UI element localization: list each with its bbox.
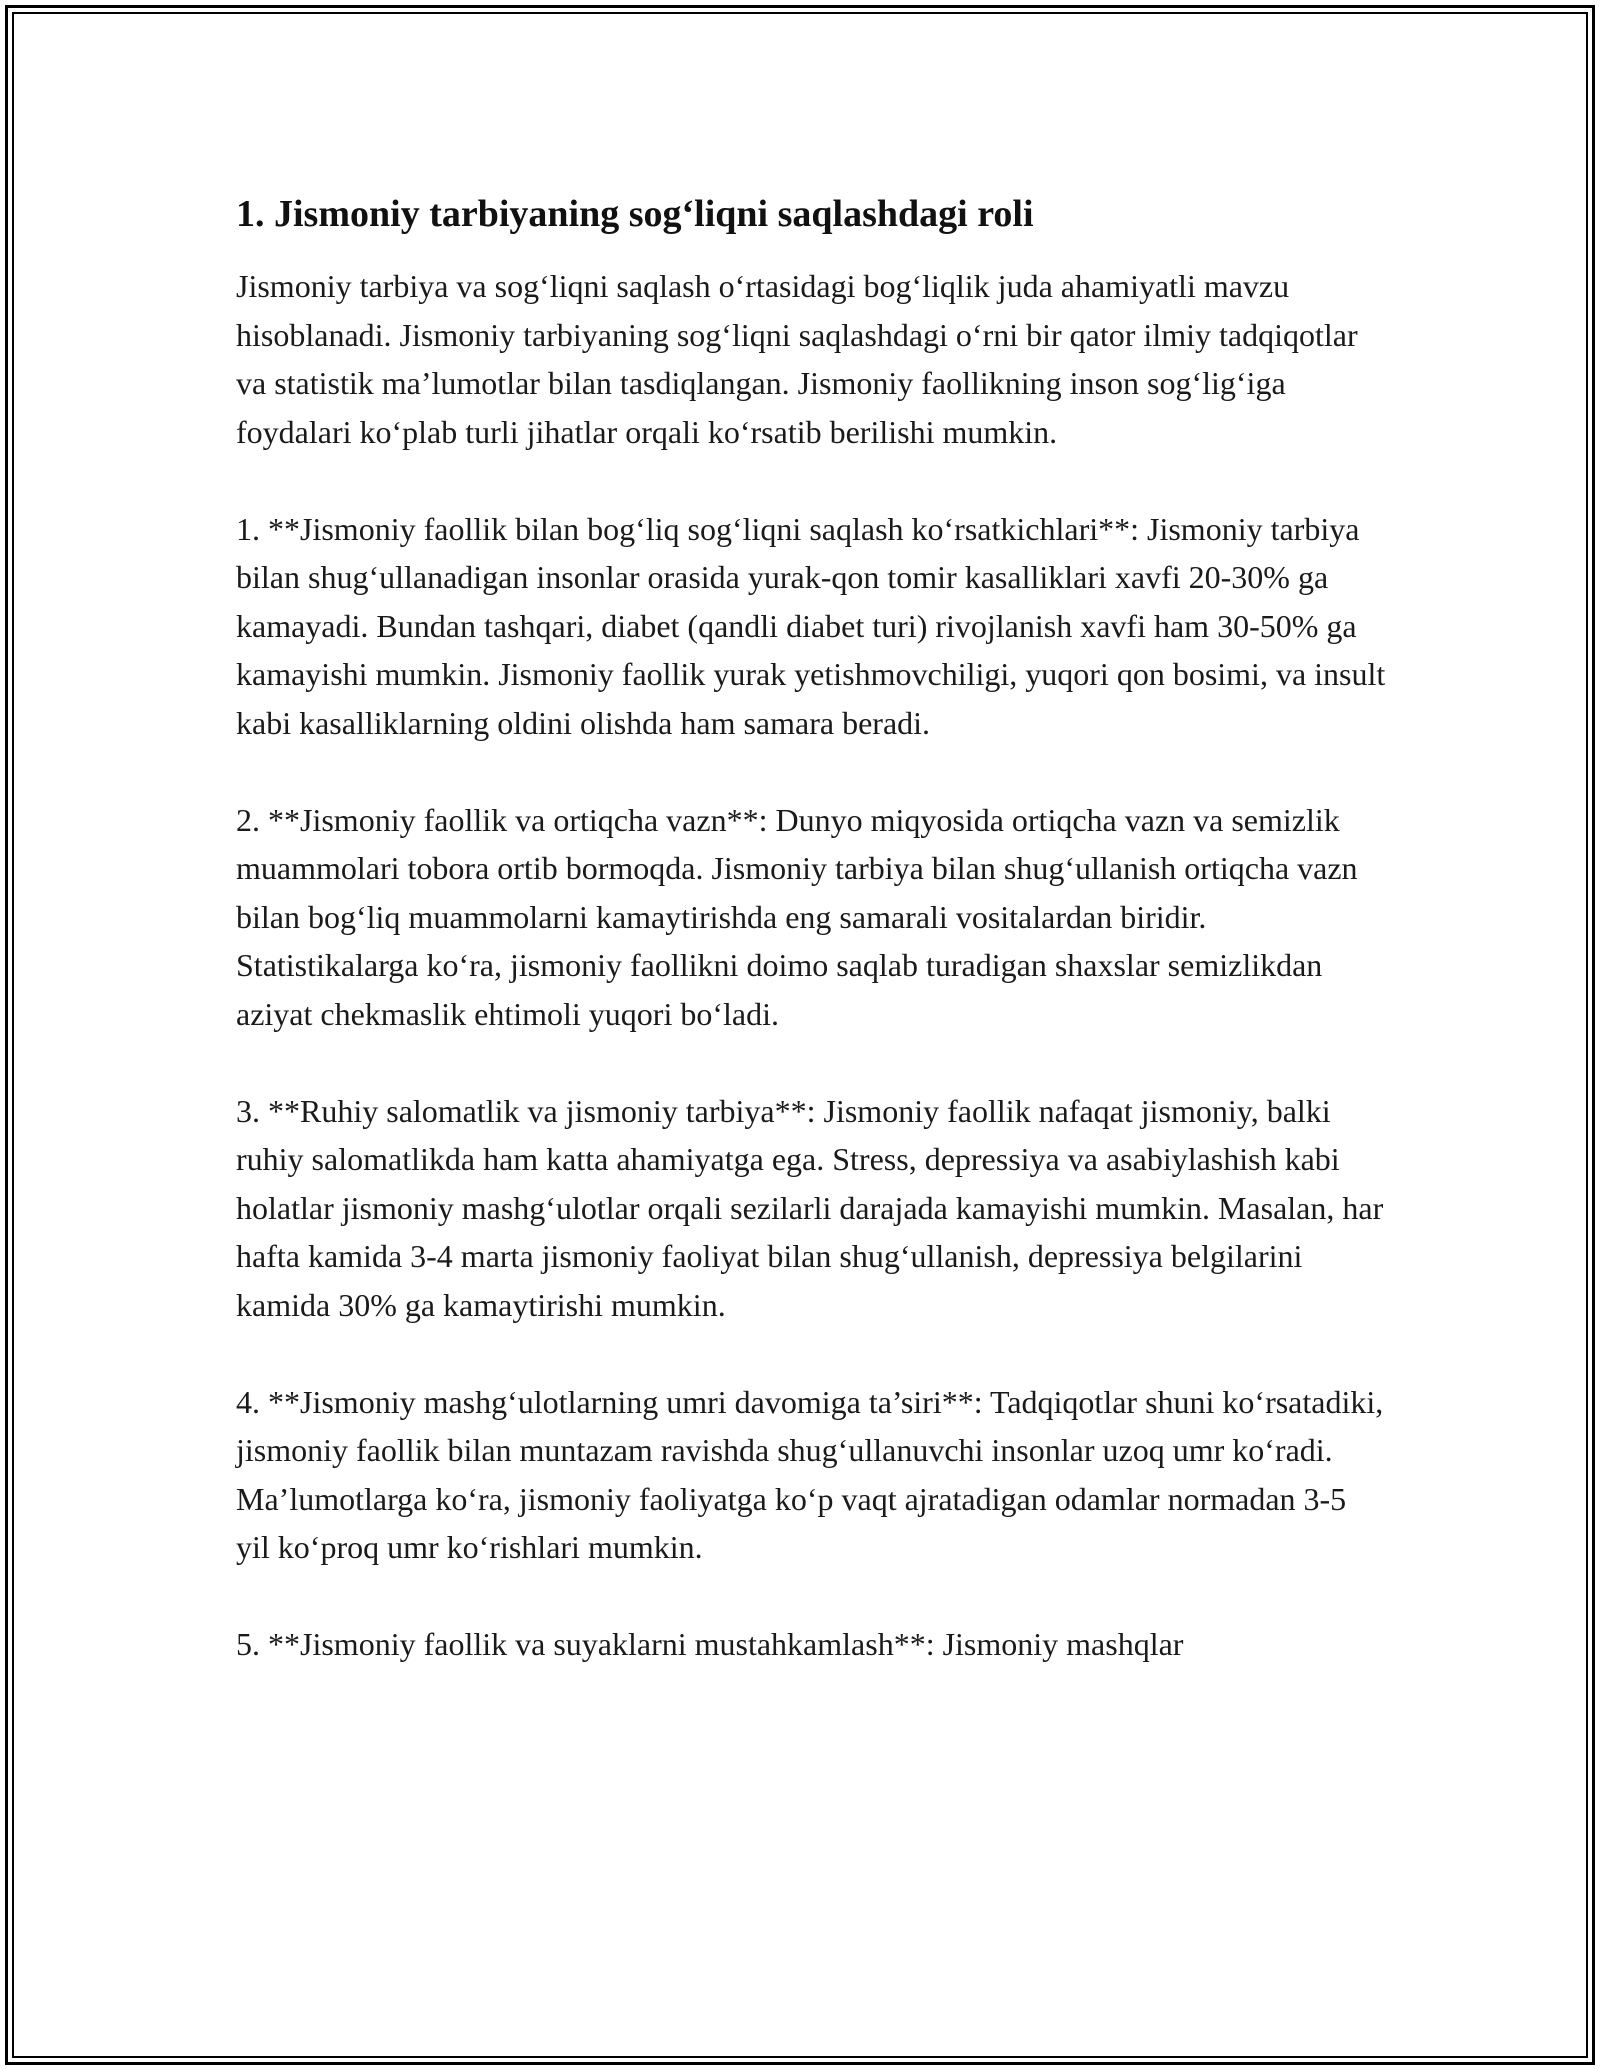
section-title: 1. Jismoniy tarbiyaning sog‘liqni saqlashdagi roli [236, 193, 1034, 235]
paragraph-point-5: 5. **Jismoniy faollik va suyaklarni mustahkamlash**: Jismoniy mashqlar [236, 1626, 1184, 1662]
paragraph-point-4: 4. **Jismoniy mashg‘ulotlarning umri davomiga ta’siri**: Tadqiqotlar shuni ko‘rsatadiki, jismoniy faollik bilan muntazam ravishda shug‘ullanuvchi insonlar uzoq umr ko‘radi. Ma’lumotlarga ko‘ra, jismoniy faoliyatga ko‘p vaqt ajratadigan odamlar normadan 3-5 yil ko‘proq umr ko‘rishlari mumkin. [236, 1383, 1384, 1565]
paragraph-intro: Jismoniy tarbiya va sog‘liqni saqlash o‘rtasidagi bog‘liqlik juda ahamiyatli mavzu hisoblanadi. Jismoniy tarbiyaning sog‘liqni saqlashdagi o‘rni bir qator ilmiy tadqiqotlar va statistik ma’lumotlar bilan tasdiqlangan. Jismoniy faollikning inson sog‘lig‘iga foydalari ko‘plab turli jihatlar orqali ko‘rsatib berilishi mumkin. [236, 268, 1358, 450]
paragraph-point-3: 3. **Ruhiy salomatlik va jismoniy tarbiya**: Jismoniy faollik nafaqat jismoniy, balki ruhiy salomatlikda ham katta ahamiyatga ega. Stress, depressiya va asabiylashish kabi holatlar jismoniy mashg‘ulotlar orqali sezilarli darajada kamayishi mumkin. Masalan, har hafta kamida 3-4 marta jismoniy faoliyat bilan shug‘ullanish, depressiya belgilarini kamida 30% ga kamaytirishi mumkin. [236, 1092, 1384, 1323]
paragraph-point-1: 1. **Jismoniy faollik bilan bog‘liq sog‘liqni saqlash ko‘rsatkichlari**: Jismoniy tarbiya bilan shug‘ullanadigan insonlar orasida yurak-qon tomir kasalliklari xavfi 20-30% ga kamayadi. Bundan tashqari, diabet (qandli diabet turi) rivojlanish xavfi ham 30-50% ga kamayishi mumkin. Jismoniy faollik yurak yetishmovchiligi, yuqori qon bosimi, va insult kabi kasalliklarning oldini olishda ham samara beradi. [236, 510, 1386, 741]
paragraph-point-2: 2. **Jismoniy faollik va ortiqcha vazn**: Dunyo miqyosida ortiqcha vazn va semizlik muammolari tobora ortib bormoqda. Jismoniy tarbiya bilan shug‘ullanish ortiqcha vazn bilan bog‘liq muammolarni kamaytirishda eng samarali vositalardan biridir. Statistikalarga ko‘ra, jismoniy faollikni doimo saqlab turadigan shaxslar semizlikdan aziyat chekmaslik ehtimoli yuqori bo‘ladi. [236, 801, 1358, 1032]
document-body [236, 186, 1386, 1717]
